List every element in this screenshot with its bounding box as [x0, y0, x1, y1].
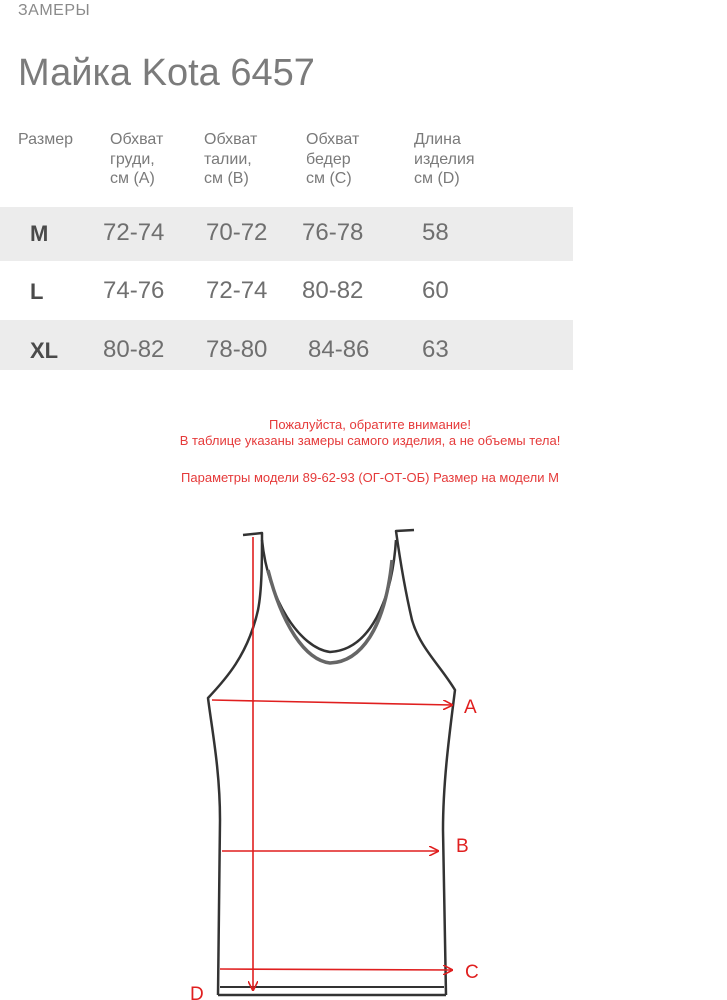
tank-top-outline	[208, 530, 455, 995]
length-cell: 63	[422, 336, 449, 363]
notice-line-2: В таблице указаны замеры самого изделия, а не объемы тела!	[179, 433, 561, 448]
page-title: Майка Kota 6457	[18, 52, 315, 94]
size-cell: XL	[30, 338, 59, 363]
header-hips: Обхват бедер см (С)	[306, 131, 360, 187]
notice-line-3: Параметры модели 89-62-93 (ОГ-ОТ-ОБ) Размер на модели М	[181, 470, 559, 485]
hips-cell: 84-86	[308, 336, 370, 363]
hips-line	[220, 969, 452, 970]
chest-line	[212, 700, 452, 705]
notice-line-1: Пожалуйста, обратите внимание!	[269, 417, 471, 432]
chest-cell: 80-82	[103, 336, 165, 363]
hips-cell: 80-82	[302, 277, 364, 304]
waist-cell: 78-80	[206, 336, 268, 363]
size-cell: M	[30, 221, 49, 246]
label-c: C	[465, 962, 479, 983]
neckline	[262, 540, 396, 663]
label-b: B	[456, 836, 469, 857]
length-cell: 58	[422, 219, 449, 246]
chest-cell: 72-74	[103, 219, 165, 246]
header-length: Длина изделия см (D)	[414, 131, 475, 187]
header-chest: Обхват груди, см (А)	[110, 131, 164, 187]
label-a: A	[464, 697, 477, 718]
waist-cell: 70-72	[206, 219, 268, 246]
length-cell: 60	[422, 277, 449, 304]
hips-cell: 76-78	[302, 219, 364, 246]
section-label: ЗАМЕРЫ	[18, 2, 91, 19]
header-waist: Обхват талии, см (В)	[204, 131, 258, 187]
header-size: Размер	[18, 131, 73, 148]
waist-cell: 72-74	[206, 277, 268, 304]
chest-cell: 74-76	[103, 277, 165, 304]
size-cell: L	[30, 279, 44, 304]
label-d: D	[190, 984, 204, 1000]
